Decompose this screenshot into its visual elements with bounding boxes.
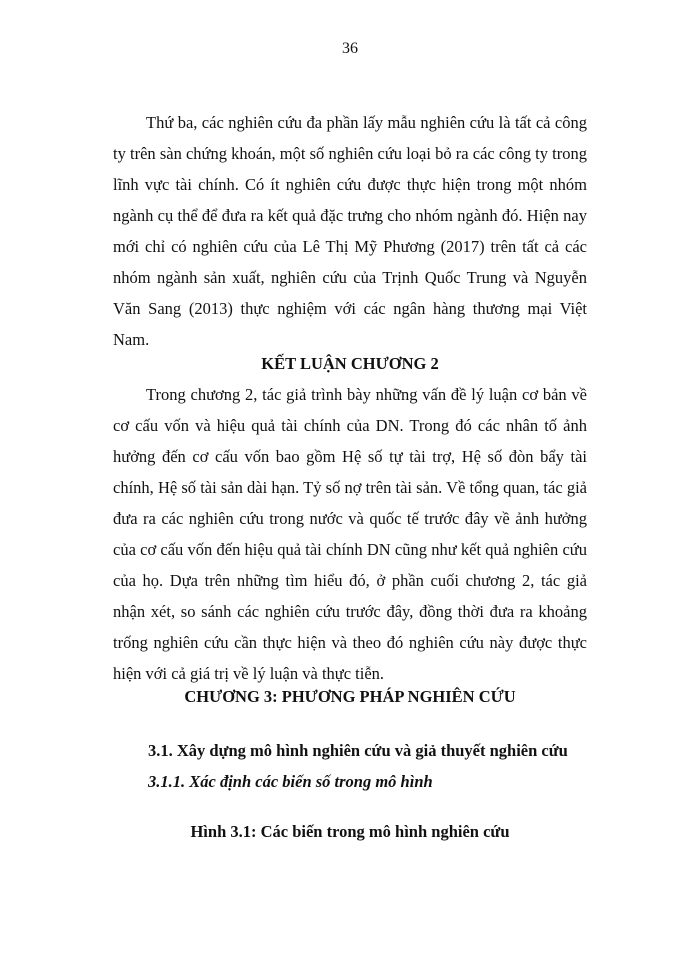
chapter-3-heading: CHƯƠNG 3: PHƯƠNG PHÁP NGHIÊN CỨU: [184, 687, 516, 706]
conclusion-paragraph: Trong chương 2, tác giả trình bày những vấn đề lý luận cơ bản về cơ cấu vốn và hiệu quả tài chính của DN. Trong đó các nhân tố ảnh hưởng đến cơ cấu vốn bao gồm Hệ số tự tài trợ, Hệ số đòn bẩy tài chính, Hệ số tài sản dài hạn. Tỷ số nợ trên tài sản. Về tổng quan, tác giả đưa ra các nghiên cứu trong nước và quốc tế trước đây về ảnh hưởng của cơ cấu vốn đến hiệu quả tài chính DN cũng như kết quả nghiên cứu của họ. Dựa trên những tìm hiểu đó, ở phần cuối chương 2, tác giả nhận xét, so sánh các nghiên cứu trước đây, đồng thời đưa ra khoảng trống nghiên cứu cần thực hiện và theo đó nghiên cứu này được thực hiện với cả giá trị về lý luận và thực tiễn.: [113, 385, 587, 683]
chapter-2-conclusion-heading: KẾT LUẬN CHƯƠNG 2: [261, 354, 439, 373]
section-3-1-heading: 3.1. Xây dựng mô hình nghiên cứu và giả thuyết nghiên cứu: [148, 741, 568, 760]
body-paragraph: Thứ ba, các nghiên cứu đa phần lấy mẫu nghiên cứu là tất cả công ty trên sàn chứng khoán, một số nghiên cứu loại bỏ ra các công ty trong lĩnh vực tài chính. Có ít nghiên cứu được thực hiện trong một nhóm ngành cụ thể để đưa ra kết quả đặc trưng cho nhóm ngành đó. Hiện nay mới chỉ có nghiên cứu của Lê Thị Mỹ Phương (2017) trên tất cả các nhóm ngành sản xuất, nghiên cứu của Trịnh Quốc Trung và Nguyễn Văn Sang (2013) thực nghiệm với các ngân hàng thương mại Việt Nam.: [113, 113, 587, 349]
figure-caption: Hình 3.1: Các biến trong mô hình nghiên cứu: [190, 822, 510, 841]
section-3-1-1-heading: 3.1.1. Xác định các biến số trong mô hình: [148, 772, 433, 791]
page-number: 36: [342, 40, 358, 57]
